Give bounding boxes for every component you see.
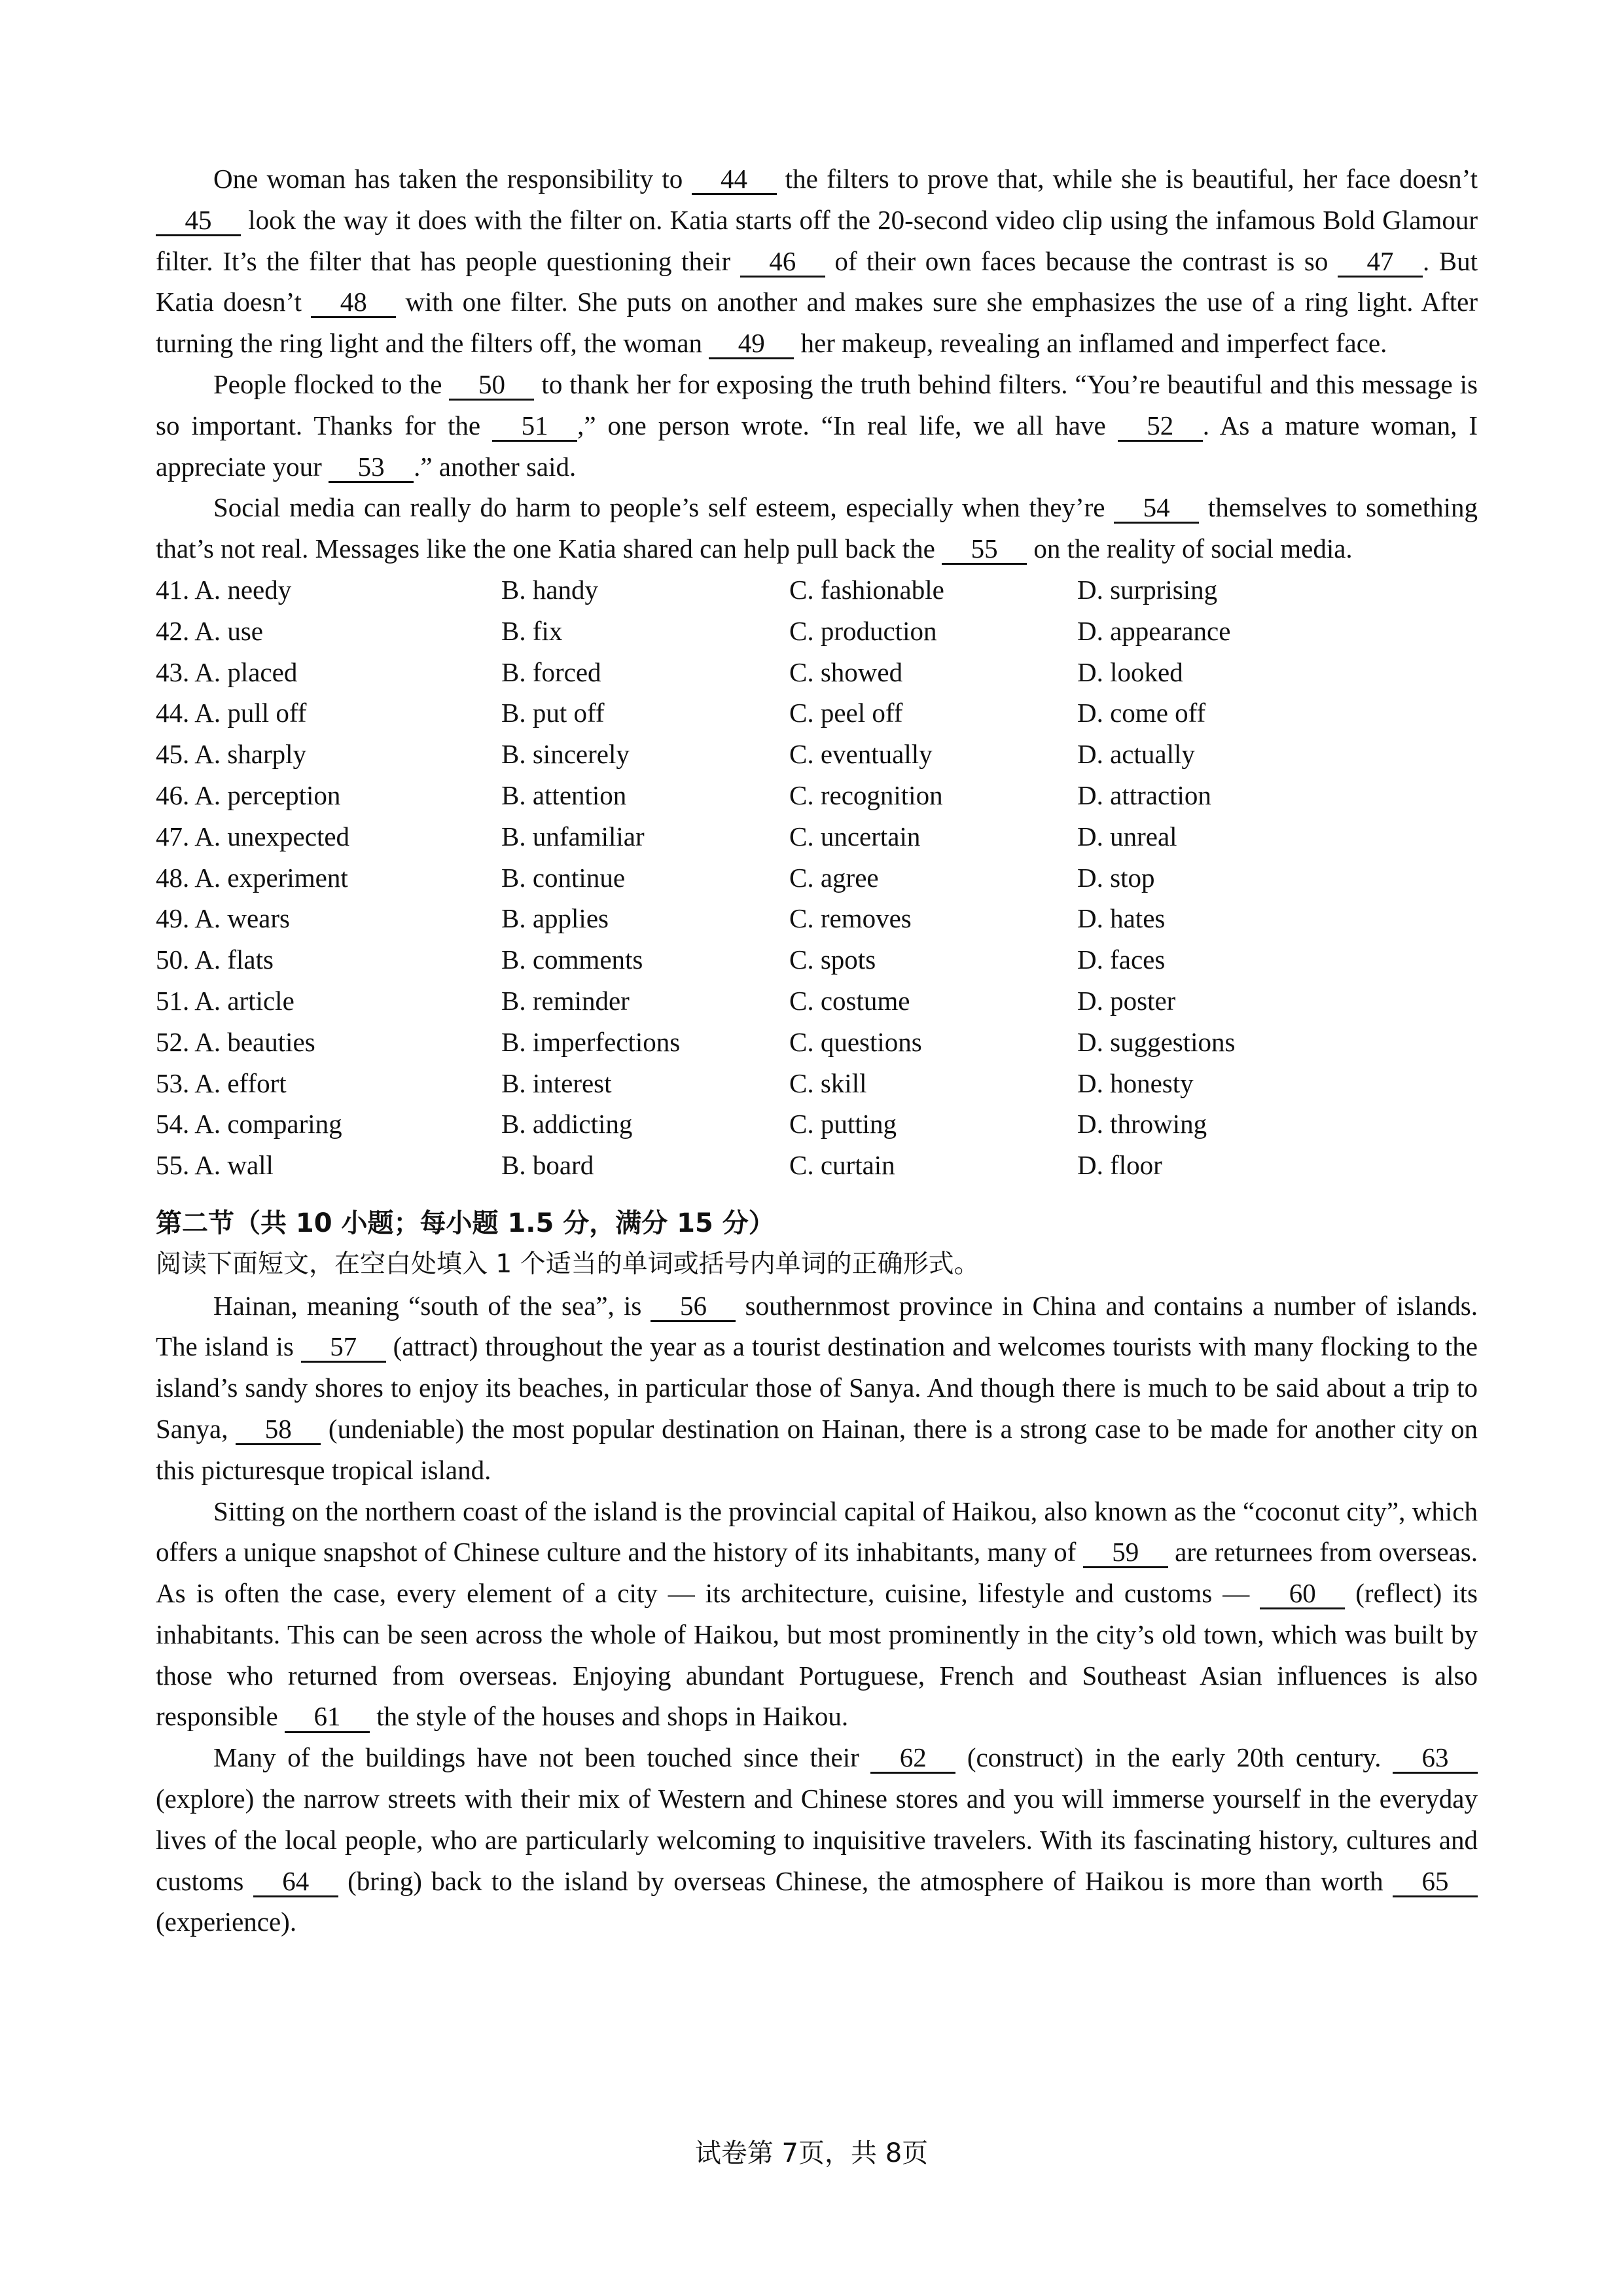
option-choice: D. stop (1077, 862, 1155, 893)
option-choice: C. agree (789, 862, 879, 893)
paragraph-text: the filters to prove that, while she is beautiful, her face doesn’t (776, 164, 1485, 194)
option-choice: C. spots (789, 944, 876, 975)
option-choice: D. floor (1077, 1150, 1162, 1181)
option-choice: C. recognition (789, 780, 943, 810)
option-choice: B. attention (501, 780, 627, 810)
paragraph (156, 487, 1485, 569)
answer-blank: 63 (1393, 1744, 1478, 1774)
section-instruction: 阅读下面短文，在空白处填入 1 个适当的单词或括号内单词的正确形式。 (156, 1249, 980, 1279)
option-choice: D. actually (1077, 739, 1195, 770)
answer-blank: 50 (449, 370, 534, 401)
option-choice: B. forced (501, 656, 601, 687)
paragraph-text: .” another said. (414, 451, 577, 482)
option-choice: D. looked (1077, 656, 1183, 687)
answer-blank: 57 (301, 1333, 386, 1363)
paragraph-text: Sitting on the northern coast of the island is the provincial capital of Haikou, also known as the “coconut city”, which offers a unique snapshot of Chinese culture and the history of its inhabitants, many of (156, 1496, 1485, 1568)
option-choice: 53. A. effort (156, 1067, 287, 1098)
paragraph-text: look the way it does with the filter on. Katia starts off the 20-second video clip using the infamous Bold Glamour filter. It’s the filter that has people questioning their (156, 204, 1485, 276)
option-choice: D. come off (1077, 698, 1206, 728)
option-choice: B. board (501, 1150, 594, 1181)
paragraph (156, 1737, 1485, 1943)
option-choice: C. curtain (789, 1150, 895, 1181)
paragraph-text: One woman has taken the responsibility to (213, 164, 692, 194)
option-choice: B. comments (501, 944, 643, 975)
option-choice: D. honesty (1077, 1067, 1194, 1098)
option-choice: 54. A. comparing (156, 1109, 342, 1139)
option-choice: C. peel off (789, 698, 903, 728)
paragraph-text: the style of the houses and shops in Haikou. (370, 1701, 849, 1732)
option-choice: D. faces (1077, 944, 1166, 975)
answer-blank: 51 (492, 412, 577, 442)
option-row (156, 775, 1478, 816)
option-choice: B. applies (501, 903, 609, 934)
paragraph (156, 364, 1485, 487)
answer-blank: 60 (1260, 1579, 1345, 1609)
option-choice: B. continue (501, 862, 626, 893)
paragraph (156, 1285, 1485, 1491)
paragraph-text: (undeniable) the most popular destination on Hainan, there is a strong case to be made for another city on this picturesque tropical island. (156, 1413, 1485, 1485)
option-choice: D. poster (1077, 985, 1176, 1016)
paragraph-text: . But Katia doesn’t (156, 245, 1485, 317)
option-choice: 41. A. needy (156, 574, 292, 605)
page-footer: 试卷第 7页，共 8页 (694, 2138, 929, 2168)
option-choice: 46. A. perception (156, 780, 341, 810)
paragraph-text: of their own faces because the contrast is so (825, 245, 1338, 276)
answer-blank: 45 (156, 206, 241, 236)
option-choice: B. interest (501, 1067, 612, 1098)
answer-blank: 64 (253, 1867, 338, 1897)
paragraph-text: with one filter. She puts on another and makes sure she emphasizes the use of a ring light. After turning the ring light and the filters off, the woman (156, 287, 1485, 359)
option-choice: 50. A. flats (156, 944, 274, 975)
paragraph (156, 158, 1485, 364)
option-choice: B. sincerely (501, 739, 630, 770)
paragraph-text: Social media can really do harm to people’s self esteem, especially when they’re (213, 492, 1115, 523)
paragraph-text: to thank her for exposing the truth behind filters. “You’re beautiful and this message is so important. Thanks for the (156, 368, 1485, 440)
answer-blank: 61 (285, 1702, 370, 1732)
paragraph-text: on the reality of social media. (1027, 533, 1353, 564)
answer-blank: 54 (1114, 493, 1199, 524)
option-row (156, 734, 1478, 775)
exam-page (156, 0, 1485, 1943)
option-choice: D. surprising (1077, 574, 1218, 605)
section-heading: 第二节（共 10 小题；每小题 1.5 分，满分 15 分） (156, 1208, 775, 1238)
option-choice: 51. A. article (156, 985, 294, 1016)
option-choice: B. imperfections (501, 1026, 681, 1057)
option-choice: 55. A. wall (156, 1150, 274, 1181)
option-choice: D. throwing (1077, 1109, 1207, 1139)
option-choice: D. unreal (1077, 821, 1177, 852)
paragraph-text: (reflect) its inhabitants. This can be seen across the whole of Haikou, but most prominently in the city’s old town, which was built by those who returned from overseas. Enjoying abundant Portuguese, French and Southeast Asian influences is also responsible (156, 1578, 1485, 1732)
cloze-passage (156, 158, 1485, 569)
answer-blank: 48 (311, 288, 396, 318)
option-choice: C. production (789, 615, 937, 646)
option-choice: D. attraction (1077, 780, 1211, 810)
option-choice: C. eventually (789, 739, 933, 770)
answer-blank: 65 (1393, 1867, 1478, 1897)
option-choice: 45. A. sharply (156, 739, 307, 770)
option-choice: C. costume (789, 985, 910, 1016)
answer-blank: 44 (692, 165, 777, 195)
option-row (156, 569, 1478, 611)
option-choice: B. put off (501, 698, 605, 728)
paragraph-text: (attract) throughout the year as a tourist destination and welcomes tourists with many flocking to the island’s sandy shores to enjoy its beaches, in particular those of Sanya. And though there is much to be said about a trip to Sanya, (156, 1331, 1485, 1444)
option-row (156, 898, 1478, 939)
option-choice: B. handy (501, 574, 599, 605)
paragraph-text: . As a mature woman, I appreciate your (156, 410, 1485, 482)
fill-in-passage (156, 1285, 1485, 1943)
option-choice: 52. A. beauties (156, 1026, 315, 1057)
option-row (156, 692, 1478, 734)
answer-blank: 58 (236, 1415, 321, 1445)
option-choice: D. hates (1077, 903, 1166, 934)
paragraph-text: her makeup, revealing an inflamed and imperfect face. (794, 328, 1387, 359)
paragraph-text: (explore) the narrow streets with their mix of Western and Chinese stores and you will immerse yourself in the everyday lives of the local people, who are particularly welcoming to inquisitive travelers. With its fascinating history, cultures and customs (156, 1742, 1485, 1896)
option-choice: 44. A. pull off (156, 698, 307, 728)
paragraph-text: (construct) in the early 20th century. (955, 1742, 1393, 1773)
paragraph-text: are returnees from overseas. As is often the case, every element of a city — its architecture, cuisine, lifestyle and customs — (156, 1537, 1483, 1609)
answer-blank: 46 (740, 247, 825, 278)
option-choice: B. fix (501, 615, 563, 646)
paragraph-text: People flocked to the (213, 368, 450, 399)
option-choice: C. removes (789, 903, 912, 934)
answer-blank: 62 (870, 1744, 955, 1774)
paragraph-text: Many of the buildings have not been touched since their (213, 1742, 871, 1773)
paragraph (156, 1491, 1485, 1738)
option-choice: C. questions (789, 1026, 922, 1057)
option-row (156, 816, 1478, 857)
answer-blank: 56 (651, 1292, 736, 1322)
option-choice: D. suggestions (1077, 1026, 1236, 1057)
option-choice: 48. A. experiment (156, 862, 348, 893)
option-choice: 43. A. placed (156, 656, 298, 687)
option-choice: 42. A. use (156, 615, 263, 646)
option-choice: B. unfamiliar (501, 821, 645, 852)
option-choice: 49. A. wears (156, 903, 290, 934)
option-row (156, 611, 1478, 652)
option-choice: D. appearance (1077, 615, 1231, 646)
option-choice: B. reminder (501, 985, 630, 1016)
paragraph-text: themselves to something that’s not real. Messages like the one Katia shared can help pull back the (156, 492, 1485, 564)
option-choice: C. showed (789, 656, 903, 687)
answer-blank: 59 (1083, 1538, 1168, 1568)
option-row (156, 857, 1478, 899)
answer-blank: 53 (329, 453, 414, 483)
option-row (156, 1063, 1478, 1104)
option-row (156, 652, 1478, 693)
option-choice: C. uncertain (789, 821, 921, 852)
option-row (156, 980, 1478, 1022)
paragraph-text: (bring) back to the island by overseas Chinese, the atmosphere of Haikou is more than worth (338, 1865, 1393, 1896)
answer-blank: 55 (942, 535, 1027, 565)
option-row (156, 939, 1478, 980)
answer-blank: 49 (709, 329, 794, 359)
paragraph-text: (experience). (156, 1865, 1485, 1937)
answer-blank: 52 (1118, 412, 1203, 442)
option-choice: C. putting (789, 1109, 897, 1139)
option-choice: C. skill (789, 1067, 867, 1098)
option-choice: 47. A. unexpected (156, 821, 350, 852)
answer-blank: 47 (1338, 247, 1423, 278)
option-row (156, 1103, 1478, 1145)
options-list (156, 569, 1478, 1186)
option-row (156, 1145, 1478, 1186)
option-choice: C. fashionable (789, 574, 944, 605)
paragraph-text: southernmost province in China and contains a number of islands. The island is (156, 1290, 1484, 1362)
option-choice: B. addicting (501, 1109, 633, 1139)
option-row (156, 1022, 1478, 1063)
paragraph-text: ,” one person wrote. “In real life, we all have (577, 410, 1118, 440)
paragraph-text: Hainan, meaning “south of the sea”, is (213, 1290, 651, 1321)
